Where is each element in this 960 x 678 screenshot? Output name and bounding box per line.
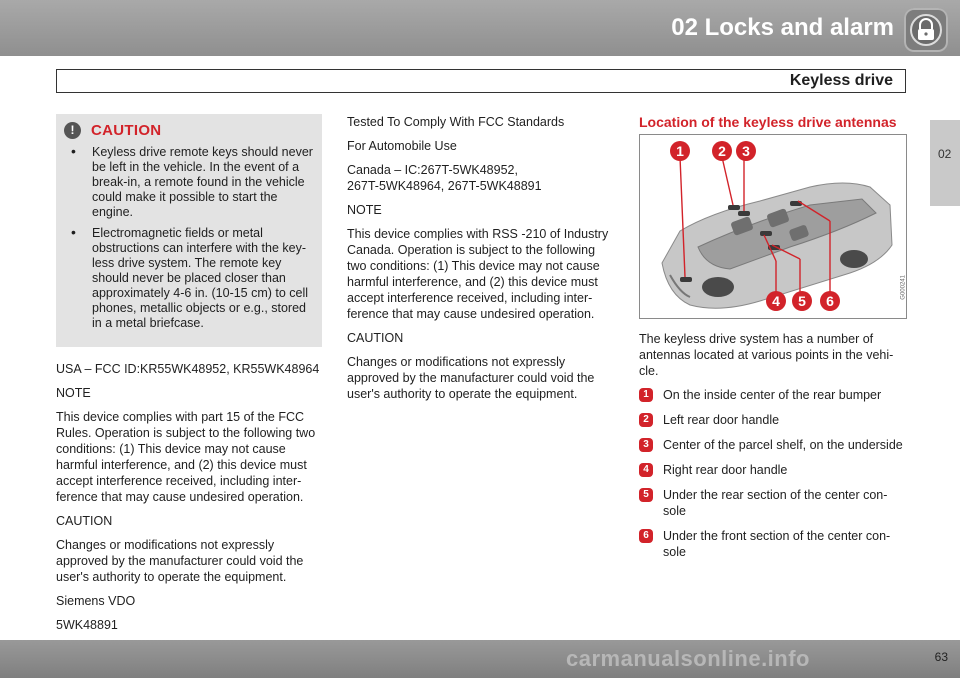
page-footer	[0, 640, 960, 678]
note-label: NOTE	[56, 386, 91, 400]
tested-text: Tested To Comply With FCC Standards	[347, 115, 565, 129]
figure-code: G000241	[901, 275, 907, 300]
column-middle	[347, 114, 613, 410]
antenna-section-title: Location of the keyless drive antennas	[639, 114, 897, 130]
note-text: This device complies with part 15 of the FCC Rules. Operation is subject to the following two conditions: (1) This device may not cause harmful interference, and (2) this device must accept interference received, including inter-ference that may cause undesired operation.	[56, 410, 316, 504]
list-item-text: On the inside center of the rear bumper	[663, 388, 882, 402]
number-badge: 4	[639, 463, 653, 477]
caution-label: CAUTION	[56, 514, 113, 528]
list-item	[639, 412, 907, 428]
page-number: 63	[934, 650, 948, 664]
caution-header	[64, 122, 314, 139]
model: 5WK48891	[56, 618, 118, 632]
number-badge: 2	[639, 413, 653, 427]
caution-item: • Keyless drive remote keys should never be left in the vehicle. In the event of a break-in, a remote found in the vehicle could make it possible to start the engine.	[64, 145, 314, 220]
list-item-text: Under the front section of the center con-sole	[663, 529, 891, 559]
caution-text: Changes or modifications not expressly approved by the manufacturer could void the user's authority to operate the equipment.	[56, 538, 304, 584]
column-left	[56, 114, 322, 641]
list-item-text: Left rear door handle	[663, 413, 780, 427]
watermark: carmanualsonline.info	[566, 646, 810, 671]
warning-icon: !	[64, 122, 81, 139]
number-badge: 5	[639, 488, 653, 502]
canada-ic-id: Canada – IC:267T-5WK48952, 267T-5WK48964, 267T-5WK48891	[347, 163, 542, 193]
section-bar	[56, 69, 906, 93]
number-badge: 1	[639, 388, 653, 402]
list-item-text: Under the rear section of the center con-sole	[663, 488, 888, 518]
number-badge: 6	[639, 529, 653, 543]
caution-item: • Electromagnetic fields or metal obstructions can interfere with the key-less drive system. The remote key should never be placed closer than approximately 4-6 in. (10-15 cm) to cell phones, metallic objects or e.g., stored in a metal briefcase.	[64, 226, 314, 331]
antenna-location-list	[639, 387, 907, 560]
figure-label: 1	[676, 143, 684, 159]
list-item	[639, 462, 907, 478]
note-text: This device complies with RSS -210 of Industry Canada. Operation is subject to the following two conditions: (1) This device may not cause harmful interference, and (2) this device must accept interference received, including inter-ference that may cause undesired operation.	[347, 227, 609, 321]
chapter-tab[interactable]	[930, 120, 960, 206]
figure-label: 3	[742, 143, 750, 159]
note-label: NOTE	[347, 203, 382, 217]
maker: Siemens VDO	[56, 594, 136, 608]
list-item	[639, 387, 907, 403]
figure-label: 4	[772, 293, 780, 309]
chapter-tab-label: 02	[938, 147, 952, 161]
caution-text: Changes or modifications not expressly approved by the manufacturer could void the user's authority to operate the equipment.	[347, 355, 595, 401]
page-header	[0, 0, 960, 56]
caution-box	[56, 114, 322, 347]
section-title: Keyless drive	[789, 72, 893, 89]
list-item	[639, 487, 907, 519]
car-illustration	[640, 135, 906, 318]
list-item	[639, 437, 907, 453]
chapter-title: 02 Locks and alarm	[671, 14, 894, 41]
figure-label: 5	[798, 293, 806, 309]
column-right	[639, 114, 907, 569]
list-item-text: Right rear door handle	[663, 463, 788, 477]
figure-label: 6	[826, 293, 834, 309]
caution-title: CAUTION	[91, 121, 162, 139]
use-text: For Automobile Use	[347, 139, 457, 153]
antenna-intro: The keyless drive system has a number of antennas located at various points in the vehi-cle.	[639, 332, 894, 378]
caution-list	[64, 145, 314, 331]
number-badge: 3	[639, 438, 653, 452]
usa-fcc-id: USA – FCC ID:KR55WK48952, KR55WK48964	[56, 362, 320, 376]
car-antenna-figure	[639, 134, 907, 319]
list-item	[639, 528, 907, 560]
list-item-text: Center of the parcel shelf, on the underside	[663, 438, 903, 452]
lock-icon	[904, 8, 948, 52]
figure-label: 2	[718, 143, 726, 159]
caution-label: CAUTION	[347, 331, 404, 345]
